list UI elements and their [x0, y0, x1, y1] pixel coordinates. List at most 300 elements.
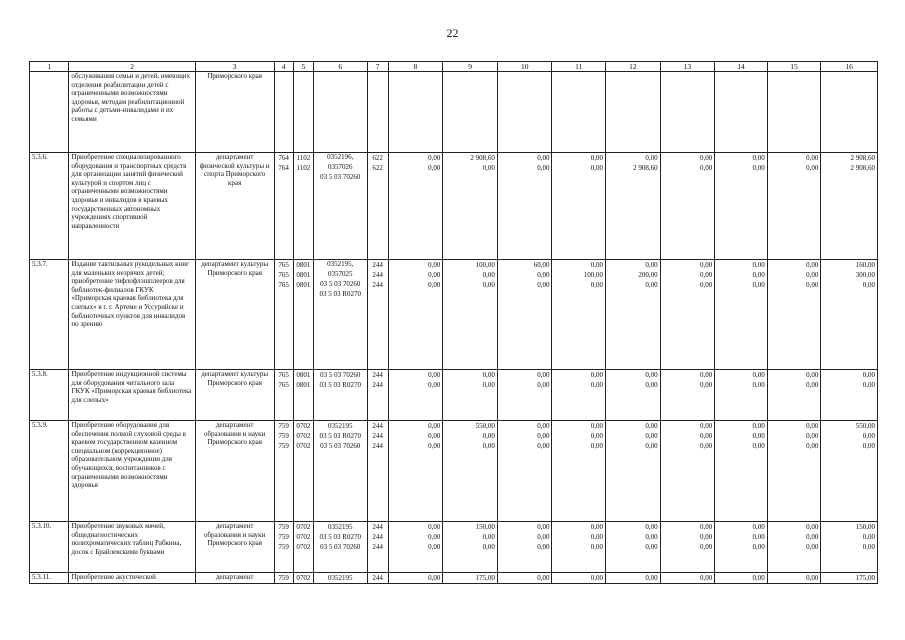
- cell-line: 0,00: [482, 281, 495, 289]
- cell-line: 244: [372, 442, 383, 450]
- cell-line: 0,00: [537, 523, 550, 531]
- cell-line: 244: [372, 422, 383, 430]
- cell-line: 0,00: [428, 154, 441, 162]
- cell-c15: [767, 522, 821, 573]
- cell-c16: [821, 260, 878, 370]
- cell-line: 100,00: [475, 261, 495, 269]
- cell-line: 0352195: [328, 523, 353, 531]
- cell-num: 5.3.10.: [30, 522, 69, 573]
- cell-line: 0,00: [645, 432, 658, 440]
- cell-line: 03 5 03 70260: [320, 173, 361, 181]
- cell-line: 03 5 03 70260: [320, 442, 361, 450]
- cell-line: 0,00: [752, 523, 765, 531]
- cell-line: 0,00: [590, 533, 604, 541]
- cell-line: 160,00: [855, 261, 875, 269]
- cell-c14: [715, 421, 768, 522]
- cell-line: 0,00: [590, 154, 604, 162]
- cell-c11: [552, 522, 606, 573]
- cell-line: 0801: [296, 371, 311, 379]
- cell-c9: [443, 573, 498, 584]
- cell-c6: [313, 421, 367, 522]
- cell-line: 0,00: [752, 422, 765, 430]
- cell-line: 0,00: [590, 281, 604, 289]
- cell-line: 0702: [296, 523, 311, 531]
- column-header: 9: [443, 62, 498, 72]
- cell-num: [30, 72, 69, 153]
- column-header: 5: [293, 62, 313, 72]
- cell-line: 0,00: [752, 371, 765, 379]
- cell-line: 0,00: [699, 261, 713, 269]
- cell-c14: [715, 573, 768, 584]
- column-header: 8: [388, 62, 443, 72]
- cell-line: 550,00: [855, 422, 875, 430]
- cell-line: 03 5 03 R0270: [319, 381, 361, 389]
- cell-line: 0,00: [752, 281, 765, 289]
- cell-line: 0,00: [428, 543, 441, 551]
- cell-line: 0,00: [699, 371, 713, 379]
- cell-line: 2 908,60: [850, 164, 875, 172]
- cell-line: 1102: [296, 154, 311, 162]
- cell-c10: [497, 370, 552, 421]
- cell-c7: [367, 522, 388, 573]
- cell-line: 0,00: [806, 442, 819, 450]
- cell-c11: [552, 260, 606, 370]
- cell-line: 0,00: [699, 381, 713, 389]
- cell-line: 0,00: [645, 381, 658, 389]
- cell-line: 0801: [296, 261, 311, 269]
- cell-name: обслуживания семьи и детей, имеющих отделения реабилитации детей с ограниченными возможностями здоровья, методам реабилитационной работы с детьми-инвалидами и их семьями: [69, 72, 195, 153]
- cell-line: 759: [278, 523, 289, 531]
- cell-line: 0,00: [752, 432, 765, 440]
- cell-line: 0,00: [428, 432, 441, 440]
- table-row: [30, 153, 878, 260]
- cell-line: 0,00: [806, 371, 819, 379]
- cell-name: Приобретение специализированного оборудования и транспортных средств для организации занятий физической культурой и спортом лиц с ограниченными возможностями здоровья и инвалидов в краевых государственных автономных учреждениях спортивной направленности: [69, 153, 195, 260]
- cell-line: 03 5 03 70260: [320, 371, 361, 379]
- cell-line: 0,00: [482, 271, 495, 279]
- cell-line: 0,00: [537, 533, 550, 541]
- cell-line: 244: [372, 533, 383, 541]
- cell-line: 2 908,60: [850, 154, 875, 162]
- table-row: [30, 260, 878, 370]
- cell-c12: [606, 153, 661, 260]
- cell-line: 0,00: [537, 543, 550, 551]
- cell-name: Приобретение оборудования для обеспечения полной слуховой среды в краевом государственном казенном специальном (коррекционное) образовательном учреждении для обучающихся, воспитанников с ограниченными возможностями здоровья: [69, 421, 195, 522]
- cell-c12: [606, 573, 661, 584]
- cell-line: 0,00: [590, 442, 604, 450]
- cell-line: 0702: [296, 543, 311, 551]
- cell-line: 0702: [296, 442, 311, 450]
- cell-line: 0,00: [482, 442, 495, 450]
- cell-line: 0,00: [806, 271, 819, 279]
- cell-c7: [367, 573, 388, 584]
- header-row: [30, 62, 878, 72]
- cell-c9: [443, 421, 498, 522]
- column-header: 6: [313, 62, 367, 72]
- cell-line: 0,00: [428, 574, 441, 582]
- cell-c5: [293, 522, 313, 573]
- cell-name: Издание тактильных рукодельных книг для маленьких незрячих детей; приобретение тифлофлэшплееров для библиотек-филиалов ГКУК «Приморская краевая библиотека для слепых» в г. г. Артеме и Уссурийске и библиотечных пунктов для инвалидов по зрению: [69, 260, 195, 370]
- cell-line: 244: [372, 261, 383, 269]
- cell-c5: [293, 421, 313, 522]
- cell-c14: [715, 260, 768, 370]
- cell-line: 200,00: [638, 271, 658, 279]
- cell-line: 0,00: [537, 371, 550, 379]
- cell-line: 764: [278, 164, 289, 172]
- cell-line: 0,00: [752, 442, 765, 450]
- cell-c12: [606, 421, 661, 522]
- column-header: 7: [367, 62, 388, 72]
- cell-c11: [552, 573, 606, 584]
- cell-line: 0,00: [699, 281, 713, 289]
- cell-executor: департамент культуры Приморского края: [195, 260, 274, 370]
- cell-c6: [313, 153, 367, 260]
- cell-c13: [660, 260, 715, 370]
- cell-line: 0,00: [752, 533, 765, 541]
- cell-line: 0,00: [590, 543, 604, 551]
- cell-line: 60,00: [533, 261, 550, 269]
- cell-c15: [767, 260, 821, 370]
- cell-c13: [660, 370, 715, 421]
- cell-line: 0,00: [806, 432, 819, 440]
- code-part: 0352195,: [327, 260, 354, 268]
- cell-line: 0,00: [699, 432, 713, 440]
- cell-c8: [388, 573, 443, 584]
- cell-c16: [821, 370, 878, 421]
- cell-c15: [767, 153, 821, 260]
- cell-c4: [274, 421, 293, 522]
- cell-c15: [767, 573, 821, 584]
- cell-c6: [313, 370, 367, 421]
- cell-name: Приобретение акустической: [69, 573, 195, 584]
- cell-line: 150,00: [855, 523, 875, 531]
- cell-line: 0,00: [428, 381, 441, 389]
- cell-c11: [552, 370, 606, 421]
- cell-line: 0,00: [752, 271, 765, 279]
- cell-line: 0,00: [482, 533, 495, 541]
- cell-line: 0,00: [699, 271, 713, 279]
- cell-c4: [274, 522, 293, 573]
- page-number: 22: [446, 26, 459, 40]
- cell-name: Приобретение индукционной системы для оборудования читального зала ГКУК «Приморская краевая библиотека для слепых»: [69, 370, 195, 421]
- cell-line: 0,00: [428, 371, 441, 379]
- cell-line: 0,00: [428, 281, 441, 289]
- cell-line: 0,00: [806, 261, 819, 269]
- cell-c12: [606, 522, 661, 573]
- cell-num: 5.3.8.: [30, 370, 69, 421]
- cell-line: 765: [278, 261, 289, 269]
- cell-c10: [497, 421, 552, 522]
- cell-line: 764: [278, 154, 289, 162]
- cell-line: 0,00: [806, 154, 819, 162]
- cell-line: 765: [278, 381, 289, 389]
- cell-c8: [388, 260, 443, 370]
- cell-line: 0801: [296, 281, 311, 289]
- cell-line: 244: [372, 281, 383, 289]
- cell-c6: [313, 522, 367, 573]
- cell-c8: [388, 370, 443, 421]
- cell-line: 0801: [296, 381, 311, 389]
- cell-executor: департамент образования и науки Приморского края: [195, 522, 274, 573]
- cell-c11: [552, 421, 606, 522]
- cell-line: 0,00: [645, 574, 658, 582]
- cell-line: 0,00: [590, 523, 604, 531]
- cell-line: 0702: [296, 574, 311, 582]
- cell-line: 0,00: [645, 543, 658, 551]
- cell-c9: [443, 260, 498, 370]
- cell-line: 0,00: [590, 432, 604, 440]
- cell-c10: [497, 153, 552, 260]
- cell-line: 0,00: [806, 543, 819, 551]
- cell-c9: [443, 522, 498, 573]
- cell-c13: [660, 522, 715, 573]
- cell-line: 03 5 03 R0270: [319, 290, 361, 298]
- cell-c7: [367, 260, 388, 370]
- cell-num: 5.3.6.: [30, 153, 69, 260]
- cell-line: 0,00: [428, 261, 441, 269]
- cell-line: 622: [372, 154, 383, 162]
- cell-name: Приобретение звуковых мячей, общедиагностических полихроматических таблиц Рабкина, досок с Брайлевскими буквами: [69, 522, 195, 573]
- cell-c14: [715, 370, 768, 421]
- cell-line: 0,00: [590, 574, 604, 582]
- column-header: 3: [195, 62, 274, 72]
- cell-line: 765: [278, 271, 289, 279]
- cell-c16: [821, 522, 878, 573]
- cell-num: 5.3.7.: [30, 260, 69, 370]
- cell-line: 550,00: [475, 422, 495, 430]
- cell-c5: [293, 573, 313, 584]
- cell-c9: [443, 153, 498, 260]
- cell-executor: департамент физической культуры и спорта Приморского края: [195, 153, 274, 260]
- cell-line: 0,00: [428, 442, 441, 450]
- cell-line: 0,00: [428, 533, 441, 541]
- cell-line: 244: [372, 523, 383, 531]
- cell-line: 0352195: [328, 574, 353, 582]
- cell-line: 622: [372, 164, 383, 172]
- cell-c5: [293, 370, 313, 421]
- cell-line: 0,00: [645, 533, 658, 541]
- cell-c16: [821, 153, 878, 260]
- cell-line: 0,00: [590, 422, 604, 430]
- cell-line: 759: [278, 432, 289, 440]
- cell-line: 0352195: [328, 422, 353, 430]
- column-header: 12: [606, 62, 661, 72]
- cell-line: 0,00: [699, 154, 713, 162]
- cell-line: 0,00: [806, 422, 819, 430]
- cell-line: 0,00: [537, 574, 550, 582]
- cell-line: 0,00: [862, 442, 875, 450]
- cell-line: 759: [278, 574, 289, 582]
- cell-line: 244: [372, 381, 383, 389]
- cell-line: 2 908,60: [470, 154, 495, 162]
- cell-c10: [497, 522, 552, 573]
- cell-line: 0,00: [699, 422, 713, 430]
- cell-c13: [660, 573, 715, 584]
- cell-line: 03 5 03 70260: [320, 280, 361, 288]
- cell-line: 2 908,60: [633, 164, 658, 172]
- cell-line: 759: [278, 533, 289, 541]
- cell-line: 0,00: [699, 164, 713, 172]
- cell-line: 0,00: [806, 164, 819, 172]
- cell-line: 0,00: [482, 164, 495, 172]
- column-header: 10: [497, 62, 552, 72]
- cell-c12: [606, 260, 661, 370]
- cell-line: 0,00: [862, 381, 875, 389]
- cell-line: 765: [278, 371, 289, 379]
- cell-line: 0,00: [752, 574, 765, 582]
- cell-line: 0,00: [537, 164, 550, 172]
- cell-line: [316, 260, 365, 279]
- cell-line: 175,00: [475, 574, 495, 582]
- cell-line: 759: [278, 422, 289, 430]
- cell-line: 0,00: [699, 523, 713, 531]
- cell-c10: [497, 573, 552, 584]
- cell-c6: [313, 573, 367, 584]
- column-header: 13: [660, 62, 715, 72]
- cell-c5: [293, 260, 313, 370]
- cell-line: 0,00: [590, 371, 604, 379]
- cell-line: 0,00: [537, 281, 550, 289]
- cell-line: 0,00: [482, 432, 495, 440]
- cell-line: 0801: [296, 271, 311, 279]
- cell-line: 0,00: [752, 154, 765, 162]
- cell-c15: [767, 421, 821, 522]
- cell-c7: [367, 153, 388, 260]
- cell-line: 0,00: [482, 371, 495, 379]
- cell-c12: [606, 370, 661, 421]
- code-part: 0352196,: [327, 153, 354, 161]
- cell-c7: [367, 370, 388, 421]
- cell-line: 0,00: [699, 574, 713, 582]
- cell-line: 0,00: [537, 271, 550, 279]
- cell-line: 0,00: [482, 543, 495, 551]
- cell-c7: [367, 421, 388, 522]
- cell-line: 0,00: [428, 422, 441, 430]
- cell-line: 0,00: [862, 533, 875, 541]
- cell-c8: [388, 421, 443, 522]
- cell-line: 0,00: [752, 381, 765, 389]
- cell-executor: департамент культуры Приморского края: [195, 370, 274, 421]
- cell-line: 150,00: [475, 523, 495, 531]
- code-part: 0357026: [328, 162, 353, 171]
- column-header: 11: [552, 62, 606, 72]
- cell-line: 0,00: [806, 533, 819, 541]
- cell-line: 0,00: [645, 281, 658, 289]
- cell-line: 0,00: [862, 543, 875, 551]
- table-row: [30, 573, 878, 584]
- cell-line: 0,00: [645, 422, 658, 430]
- code-part: 0357025: [328, 269, 353, 278]
- cell-line: 03 5 03 R0270: [319, 533, 361, 541]
- cell-line: 0,00: [428, 271, 441, 279]
- cell-c10: [497, 260, 552, 370]
- cell-c8: [388, 153, 443, 260]
- cell-c9: [443, 370, 498, 421]
- cell-c4: [274, 260, 293, 370]
- cell-c4: [274, 153, 293, 260]
- cell-line: 0,00: [806, 381, 819, 389]
- column-header: 15: [767, 62, 821, 72]
- cell-line: 0,00: [862, 432, 875, 440]
- cell-line: 0,00: [752, 543, 765, 551]
- cell-line: 175,00: [855, 574, 875, 582]
- cell-line: 0,00: [537, 381, 550, 389]
- cell-line: 0,00: [590, 261, 604, 269]
- cell-line: 0,00: [645, 261, 658, 269]
- cell-line: 03 5 03 R0270: [319, 432, 361, 440]
- cell-line: 1102: [296, 164, 311, 172]
- cell-c4: [274, 573, 293, 584]
- cell-line: 0,00: [537, 154, 550, 162]
- cell-c13: [660, 421, 715, 522]
- cell-line: 300,00: [855, 271, 875, 279]
- cell-line: 0702: [296, 533, 311, 541]
- column-header: 2: [69, 62, 195, 72]
- cell-c16: [821, 573, 878, 584]
- cell-line: 0,00: [862, 371, 875, 379]
- cell-c5: [293, 153, 313, 260]
- cell-line: 0,00: [482, 381, 495, 389]
- continuation-row: [30, 72, 878, 153]
- cell-c14: [715, 153, 768, 260]
- cell-c15: [767, 370, 821, 421]
- cell-c6: [313, 260, 367, 370]
- cell-line: 0702: [296, 432, 311, 440]
- cell-line: 759: [278, 442, 289, 450]
- cell-c4: [274, 370, 293, 421]
- cell-line: 759: [278, 543, 289, 551]
- cell-executor: Приморского края: [195, 72, 274, 153]
- cell-line: 0,00: [862, 281, 875, 289]
- cell-line: 244: [372, 271, 383, 279]
- cell-num: 5.3.9.: [30, 421, 69, 522]
- cell-line: 03 5 03 70260: [320, 543, 361, 551]
- cell-line: 0,00: [428, 164, 441, 172]
- cell-c13: [660, 153, 715, 260]
- cell-line: 244: [372, 371, 383, 379]
- cell-executor: департамент образования и науки Приморского края: [195, 421, 274, 522]
- cell-c8: [388, 522, 443, 573]
- cell-line: 0,00: [806, 523, 819, 531]
- cell-line: 0,00: [645, 154, 658, 162]
- cell-line: 0,00: [752, 164, 765, 172]
- column-header: 4: [274, 62, 293, 72]
- cell-line: 0,00: [645, 523, 658, 531]
- cell-line: 0702: [296, 422, 311, 430]
- table-row: [30, 522, 878, 573]
- cell-line: 0,00: [806, 574, 819, 582]
- cell-line: 0,00: [590, 164, 604, 172]
- cell-executor: департамент: [195, 573, 274, 584]
- cell-line: 0,00: [645, 371, 658, 379]
- cell-c11: [552, 153, 606, 260]
- cell-line: 100,00: [583, 271, 604, 279]
- column-header: 1: [30, 62, 69, 72]
- budget-table: [29, 61, 878, 584]
- cell-line: 0,00: [537, 422, 550, 430]
- cell-line: 244: [372, 432, 383, 440]
- cell-line: 0,00: [806, 281, 819, 289]
- cell-line: 0,00: [428, 523, 441, 531]
- table-row: [30, 421, 878, 522]
- cell-line: 0,00: [537, 442, 550, 450]
- cell-line: 0,00: [699, 442, 713, 450]
- cell-line: 244: [372, 574, 383, 582]
- table-row: [30, 370, 878, 421]
- cell-c14: [715, 522, 768, 573]
- cell-c16: [821, 421, 878, 522]
- cell-num: 5.3.11.: [30, 573, 69, 584]
